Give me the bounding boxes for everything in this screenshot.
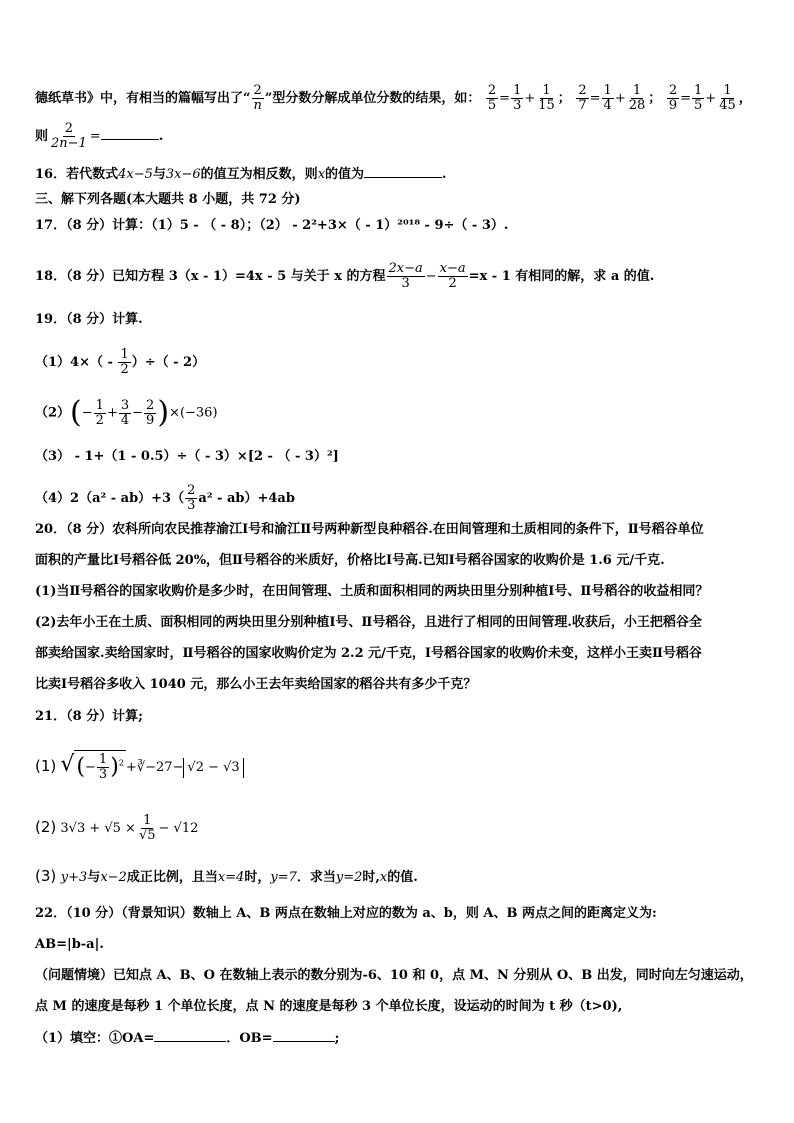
question-21-part-1: (1) √(− $\frac{1}{3}$ )$^2$ +∛−27− √2 − √3 [35, 748, 764, 785]
intro-text-a: 德纸草书》中，有相当的篇幅写出了“ [35, 91, 251, 106]
question-16: 16．若代数式4x−5与3x−6的值互为相反数，则x的值为 . [35, 167, 447, 182]
question-21-part-3: (3) y+3与x−2成正比例，且当x=4时，y=7．求当y=2时,x的值. [35, 867, 418, 885]
question-22-line-4: 点 M 的速度是每秒 1 个单位长度，点 N 的速度是每秒 3 个单位长度，设运动的时间为 t 秒（t>0), [35, 999, 623, 1014]
question-22-line-5: （1）填空：①OA= ．OB= ; [35, 1031, 340, 1046]
question-20-line-1: 20．（8 分）农科所向农民推荐渝江Ⅰ号和渝江Ⅱ号两种新型良种稻谷.在田间管理和土质相同的条件下，Ⅱ号稻谷单位 [35, 522, 704, 537]
section-3-heading: 三、解下列各题(本大题共 8 小题，共 72 分) [35, 192, 301, 207]
answer-blank-ob[interactable] [273, 1041, 335, 1042]
question-19-title: 19．（8 分）计算. [35, 312, 143, 327]
question-19-part-1: （1）4×（ - $\frac{1}{2}$ ）÷（ - 2） [35, 347, 206, 377]
question-20-line-2: 面积的产量比Ⅰ号稻谷低 20%，但Ⅱ号稻谷的米质好，价格比Ⅰ号高.已知Ⅰ号稻谷国家的收购价是 1.6 元/千克. [35, 553, 665, 568]
question-19-part-3: （3） - 1+（1 - 0.5）÷（ - 3）×[2 - （ - 3）²] [35, 449, 339, 464]
question-22-line-3: （问题情境）已知点 A、B、O 在数轴上表示的数分别为-6、10 和 0，点 M、N 分别从 O、B 出发，同时向左匀速运动， [35, 968, 753, 983]
example-3: $\frac{2}{9}$ = $\frac{1}{5}$ + $\frac{1}{45}$ [668, 83, 736, 113]
frac-2-over-n: $\frac{2}{n}$ [253, 83, 262, 113]
question-20-line-3: (1)当Ⅱ号稻谷的国家收购价是多少时，在田间管理、土质和面积相同的两块田里分别种植Ⅰ号、Ⅱ号稻谷的收益相同？ [35, 584, 709, 599]
question-22-line-1: 22．（10 分）（背景知识）数轴上 A、B 两点在数轴上对应的数为 a、b，则 A、B 两点之间的距离定义为: [35, 906, 657, 921]
question-20-line-5: 部卖给国家.卖给国家时，Ⅱ号稻谷的国家收购价定为 2.2 元/千克，Ⅰ号稻谷国家的收购价未变，这样小王卖Ⅱ号稻谷 [35, 646, 702, 661]
intro-line-1: 德纸草书》中，有相当的篇幅写出了“ $\frac{2}{n}$ ”型分数分解成单位分数的结果，如： $\frac{2}{5}$ = $\frac{1}{3}$ + $\frac{1}{15}$ ； $\frac{2}{7}$ = $\frac{1}{4}$ + $\frac{1}{28}$ ； $\frac{2}{9}$ = $\frac{1}{5}$ + $\frac{1}{45}$ ， [35, 83, 752, 113]
question-22-line-2: AB=|b-a|. [35, 937, 104, 952]
question-18: 18．（8 分）已知方程 3（x - 1）=4x - 5 与关于 x 的方程 $\frac{2x-a}{3}$ − $\frac{x-a}{2}$ =x - 1 有相同的解，求 a 的值. [35, 261, 655, 291]
intro-text-b: ”型分数分解成单位分数的结果，如： [264, 91, 481, 106]
question-20-line-6: 比卖Ⅰ号稻谷多收入 1040 元，那么小王去年卖给国家的稻谷共有多少千克？ [35, 677, 477, 692]
question-21-title: 21．（8 分）计算; [35, 709, 143, 724]
question-17: 17．（8 分）计算：（1）5 - （ - 8）；（2） - 2²+3×（ - 1）²⁰¹⁸ - 9÷（ - 3）. [35, 218, 509, 233]
example-2: $\frac{2}{7}$ = $\frac{1}{4}$ + $\frac{1}{28}$ [578, 83, 646, 113]
question-21-part-2: (2) 3√3 + √5 × $\frac{1}{√5}$ − √12 [35, 813, 199, 843]
answer-blank-16[interactable] [364, 177, 442, 178]
question-19-part-2: （2）(− $\frac{1}{2}$ + $\frac{3}{4}$ − $\frac{2}{9}$ )×(−36) [35, 395, 218, 430]
example-1: $\frac{2}{5}$ = $\frac{1}{3}$ + $\frac{1}{15}$ [487, 83, 555, 113]
frac-2-over-2n-1: $\frac{2}{2n-1}$ [51, 121, 87, 151]
question-19-part-4: （4）2（a² - ab）+3（ $\frac{2}{3}$ a² - ab）+4ab [35, 483, 295, 513]
intro-line-2: 则 $\frac{2}{2n-1}$ = . [35, 121, 164, 151]
answer-blank-oa[interactable] [154, 1041, 226, 1042]
question-20-line-4: (2)去年小王在土质、面积相同的两块田里分别种植Ⅰ号、Ⅱ号稻谷，且进行了相同的田间管理.收获后，小王把稻谷全 [35, 615, 702, 630]
answer-blank[interactable] [101, 139, 159, 140]
